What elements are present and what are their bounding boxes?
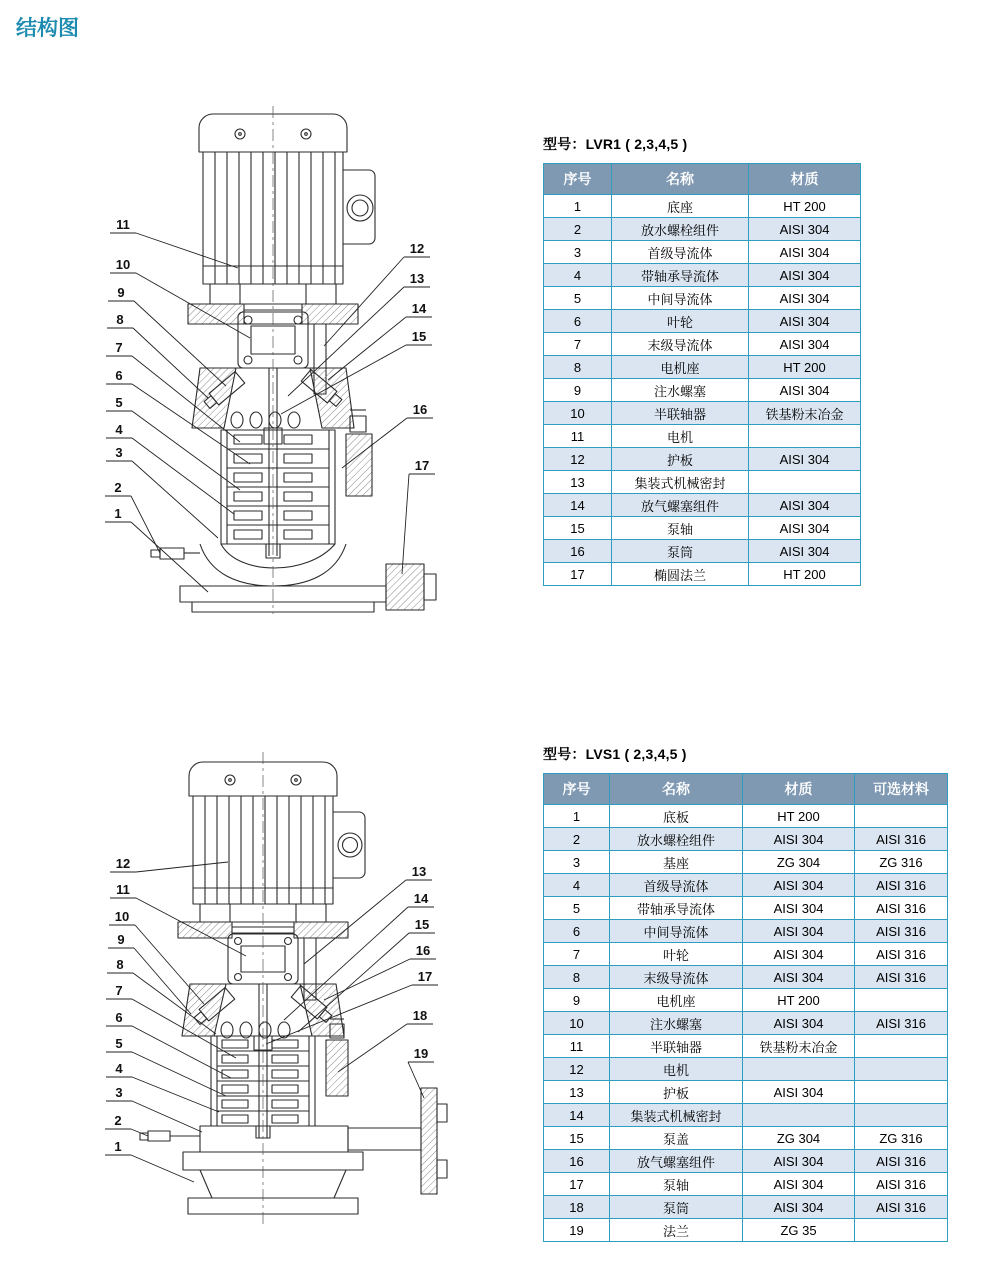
table-cell: AISI 316 (855, 897, 948, 920)
part-callout-2 (105, 480, 160, 553)
table-row (544, 1058, 948, 1081)
table-cell: 半联轴器 (612, 402, 749, 425)
table-row (544, 379, 861, 402)
svg-text:6: 6 (115, 368, 123, 383)
table-row (544, 897, 948, 920)
table-row (544, 402, 861, 425)
svg-text:17: 17 (417, 969, 433, 984)
table-cell: AISI 304 (743, 874, 855, 897)
table-cell: 泵轴 (610, 1173, 743, 1196)
table-cell: AISI 316 (855, 943, 948, 966)
table-cell: 带轴承导流体 (612, 264, 749, 287)
column-header: 序号 (544, 164, 612, 195)
svg-text:14: 14 (411, 301, 427, 316)
table-cell: AISI 316 (855, 966, 948, 989)
table-cell: AISI 304 (743, 966, 855, 989)
table-cell: 椭圆法兰 (612, 563, 749, 586)
table-row (544, 1081, 948, 1104)
svg-text:4: 4 (115, 1061, 123, 1076)
svg-text:2: 2 (114, 480, 122, 495)
table-row (544, 1173, 948, 1196)
table-cell: 末级导流体 (610, 966, 743, 989)
table-cell: 6 (544, 310, 612, 333)
table-cell: AISI 304 (743, 1081, 855, 1104)
table-cell: 19 (544, 1219, 610, 1242)
table-row (544, 943, 948, 966)
table-cell: 3 (544, 851, 610, 874)
table-cell: AISI 316 (855, 1196, 948, 1219)
svg-text:2: 2 (114, 1113, 122, 1128)
table-cell (855, 1081, 948, 1104)
table-cell: ZG 35 (743, 1219, 855, 1242)
table-cell: ZG 316 (855, 851, 948, 874)
table-row (544, 805, 948, 828)
table-row (544, 448, 861, 471)
table-cell: 7 (544, 333, 612, 356)
table-cell: 泵盖 (610, 1127, 743, 1150)
table-cell: 15 (544, 517, 612, 540)
table-row (544, 264, 861, 287)
part-callout-13 (288, 271, 430, 396)
svg-text:14: 14 (413, 891, 429, 906)
table-cell: 铁基粉末冶金 (749, 402, 861, 425)
column-header: 材质 (749, 164, 861, 195)
table-row (544, 1104, 948, 1127)
svg-text:19: 19 (413, 1046, 429, 1061)
svg-text:15: 15 (411, 329, 427, 344)
table-cell: AISI 304 (749, 218, 861, 241)
part-callout-1 (105, 506, 208, 592)
svg-text:8: 8 (116, 312, 124, 327)
column-header: 名称 (612, 164, 749, 195)
table-row (544, 1012, 948, 1035)
table-cell: 10 (544, 1012, 610, 1035)
svg-text:11: 11 (116, 217, 130, 232)
table-cell: 中间导流体 (610, 920, 743, 943)
model-value: LVS1 ( 2,3,4,5 ) (585, 746, 687, 762)
svg-text:18: 18 (412, 1008, 428, 1023)
table-row (544, 310, 861, 333)
table-cell: AISI 304 (743, 1150, 855, 1173)
table-cell: AISI 304 (749, 448, 861, 471)
column-header: 序号 (544, 774, 610, 805)
table-row (544, 241, 861, 264)
callout-layer (105, 856, 438, 1182)
svg-text:3: 3 (115, 1085, 123, 1100)
table-cell: 11 (544, 1035, 610, 1058)
table-row (544, 989, 948, 1012)
column-header: 可选材料 (855, 774, 948, 805)
table-row (544, 494, 861, 517)
table-cell: 2 (544, 218, 612, 241)
table-row (544, 333, 861, 356)
table-cell: HT 200 (749, 195, 861, 218)
table-cell: 首级导流体 (612, 241, 749, 264)
table-cell: 放气螺塞组件 (612, 494, 749, 517)
table-cell: AISI 304 (743, 1173, 855, 1196)
table-row (544, 874, 948, 897)
table-cell: AISI 304 (743, 828, 855, 851)
part-callout-17 (266, 969, 438, 1044)
parts-table-section-lvr1 (543, 134, 861, 586)
table-cell: 4 (544, 264, 612, 287)
svg-text:3: 3 (115, 445, 123, 460)
table-cell: 叶轮 (612, 310, 749, 333)
table-cell: 12 (544, 1058, 610, 1081)
table-cell (855, 805, 948, 828)
part-callout-10 (110, 257, 250, 338)
svg-text:11: 11 (116, 882, 130, 897)
table-cell: AISI 304 (743, 920, 855, 943)
svg-text:12: 12 (115, 856, 131, 871)
table-cell: 半联轴器 (610, 1035, 743, 1058)
svg-text:16: 16 (415, 943, 431, 958)
table-cell (743, 1058, 855, 1081)
svg-text:5: 5 (115, 395, 123, 410)
table-cell: 9 (544, 379, 612, 402)
table-cell: AISI 316 (855, 1012, 948, 1035)
table-cell: 泵轴 (612, 517, 749, 540)
table-cell: 电机座 (612, 356, 749, 379)
table-cell: 铁基粉末冶金 (743, 1035, 855, 1058)
pump-line-art (151, 106, 436, 614)
table-cell: AISI 304 (749, 310, 861, 333)
table-cell: 16 (544, 540, 612, 563)
table-cell (855, 1035, 948, 1058)
table-row (544, 356, 861, 379)
parts-table-lvs1 (543, 773, 948, 1242)
table-cell: 9 (544, 989, 610, 1012)
table-cell: HT 200 (743, 805, 855, 828)
svg-text:1: 1 (114, 1139, 122, 1154)
table-cell: 叶轮 (610, 943, 743, 966)
table-cell: 11 (544, 425, 612, 448)
table-cell: AISI 316 (855, 920, 948, 943)
callout-layer (105, 217, 435, 592)
table-cell: 15 (544, 1127, 610, 1150)
table-cell: 末级导流体 (612, 333, 749, 356)
svg-text:15: 15 (414, 917, 430, 932)
table-cell: 集装式机械密封 (610, 1104, 743, 1127)
table-cell: 1 (544, 195, 612, 218)
part-callout-12 (110, 856, 228, 872)
table-cell (749, 471, 861, 494)
table-row (544, 540, 861, 563)
pump-line-art (140, 752, 447, 1228)
table-cell: 注水螺塞 (612, 379, 749, 402)
page-title: 结构图 (16, 17, 79, 40)
pump-sectional-diagram-lvr1 (88, 98, 528, 618)
table-cell: 放气螺塞组件 (610, 1150, 743, 1173)
table-cell: AISI 304 (749, 517, 861, 540)
table-row (544, 1035, 948, 1058)
table-cell: AISI 316 (855, 828, 948, 851)
svg-text:4: 4 (115, 422, 123, 437)
table-caption-lvr1 (543, 134, 861, 154)
table-cell: ZG 316 (855, 1127, 948, 1150)
table-cell: 电机座 (610, 989, 743, 1012)
table-cell: 法兰 (610, 1219, 743, 1242)
table-cell: 首级导流体 (610, 874, 743, 897)
table-cell: 13 (544, 471, 612, 494)
svg-text:17: 17 (414, 458, 430, 473)
table-row (544, 195, 861, 218)
table-cell: 16 (544, 1150, 610, 1173)
table-cell: 带轴承导流体 (610, 897, 743, 920)
part-callout-15 (281, 329, 432, 414)
parts-table-section-lvs1 (543, 744, 948, 1242)
table-cell: 护板 (610, 1081, 743, 1104)
part-callout-1 (105, 1139, 194, 1182)
table-cell: AISI 304 (749, 379, 861, 402)
table-cell (855, 989, 948, 1012)
table-cell: 3 (544, 241, 612, 264)
table-cell (855, 1104, 948, 1127)
table-cell: 电机 (612, 425, 749, 448)
table-cell: 17 (544, 563, 612, 586)
table-cell: AISI 304 (743, 897, 855, 920)
table-row (544, 1150, 948, 1173)
table-row (544, 287, 861, 310)
svg-text:12: 12 (409, 241, 425, 256)
table-row (544, 920, 948, 943)
svg-text:1: 1 (114, 506, 122, 521)
table-cell: 1 (544, 805, 610, 828)
part-callout-4 (106, 1061, 219, 1112)
table-cell: AISI 304 (749, 333, 861, 356)
table-cell: 泵筒 (612, 540, 749, 563)
table-cell: AISI 304 (743, 943, 855, 966)
table-cell: 6 (544, 920, 610, 943)
table-cell: AISI 304 (743, 1012, 855, 1035)
table-cell: HT 200 (749, 563, 861, 586)
part-callout-11 (110, 882, 246, 956)
table-cell: 5 (544, 897, 610, 920)
table-row (544, 517, 861, 540)
table-cell: 电机 (610, 1058, 743, 1081)
svg-text:7: 7 (115, 983, 123, 998)
table-cell (855, 1219, 948, 1242)
table-cell: 17 (544, 1173, 610, 1196)
pump-sectional-diagram-lvs1 (88, 742, 528, 1242)
table-cell (855, 1058, 948, 1081)
table-cell: ZG 304 (743, 851, 855, 874)
svg-text:9: 9 (117, 285, 125, 300)
part-callout-4 (106, 422, 234, 514)
table-row (544, 1127, 948, 1150)
svg-text:10: 10 (115, 257, 131, 272)
model-label: 型号： (543, 746, 586, 762)
table-row (544, 563, 861, 586)
table-cell: HT 200 (749, 356, 861, 379)
table-cell: 放水螺栓组件 (610, 828, 743, 851)
svg-text:6: 6 (115, 1010, 123, 1025)
column-header: 名称 (610, 774, 743, 805)
table-cell: 5 (544, 287, 612, 310)
part-callout-17 (402, 458, 435, 574)
table-cell: 底板 (610, 805, 743, 828)
table-cell: AISI 304 (749, 494, 861, 517)
table-row (544, 851, 948, 874)
table-caption-lvs1 (543, 744, 948, 764)
table-cell: 注水螺塞 (610, 1012, 743, 1035)
svg-text:10: 10 (114, 909, 130, 924)
svg-text:7: 7 (115, 340, 123, 355)
table-cell: 8 (544, 356, 612, 379)
part-callout-3 (106, 445, 218, 538)
table-cell: AISI 304 (749, 540, 861, 563)
table-cell: AISI 316 (855, 1173, 948, 1196)
table-cell: 底座 (612, 195, 749, 218)
table-cell: 12 (544, 448, 612, 471)
table-cell: AISI 304 (749, 241, 861, 264)
column-header: 材质 (743, 774, 855, 805)
table-row (544, 471, 861, 494)
table-cell: 集装式机械密封 (612, 471, 749, 494)
table-cell: 中间导流体 (612, 287, 749, 310)
table-cell: 泵筒 (610, 1196, 743, 1219)
table-cell: 放水螺栓组件 (612, 218, 749, 241)
table-cell: 18 (544, 1196, 610, 1219)
model-label: 型号： (543, 136, 586, 152)
table-cell (743, 1104, 855, 1127)
model-value: LVR1 ( 2,3,4,5 ) (585, 136, 688, 152)
table-cell: 13 (544, 1081, 610, 1104)
table-cell: ZG 304 (743, 1127, 855, 1150)
table-cell: AISI 316 (855, 1150, 948, 1173)
svg-text:8: 8 (116, 957, 124, 972)
table-row (544, 425, 861, 448)
table-cell: AISI 304 (749, 287, 861, 310)
table-row (544, 1196, 948, 1219)
table-cell: AISI 304 (743, 1196, 855, 1219)
parts-table-lvr1 (543, 163, 861, 586)
table-row (544, 218, 861, 241)
table-cell: 2 (544, 828, 610, 851)
table-row (544, 966, 948, 989)
table-cell: 护板 (612, 448, 749, 471)
table-cell: AISI 316 (855, 874, 948, 897)
table-cell: 14 (544, 1104, 610, 1127)
table-cell: AISI 304 (749, 264, 861, 287)
table-cell: 14 (544, 494, 612, 517)
table-cell: HT 200 (743, 989, 855, 1012)
table-cell: 4 (544, 874, 610, 897)
part-callout-13 (304, 864, 432, 964)
table-row (544, 828, 948, 851)
svg-text:16: 16 (412, 402, 428, 417)
svg-text:13: 13 (409, 271, 425, 286)
table-cell: 基座 (610, 851, 743, 874)
table-cell (749, 425, 861, 448)
svg-text:5: 5 (115, 1036, 123, 1051)
svg-text:9: 9 (117, 932, 125, 947)
svg-text:13: 13 (411, 864, 427, 879)
table-cell: 7 (544, 943, 610, 966)
table-cell: 10 (544, 402, 612, 425)
table-row (544, 1219, 948, 1242)
table-cell: 8 (544, 966, 610, 989)
